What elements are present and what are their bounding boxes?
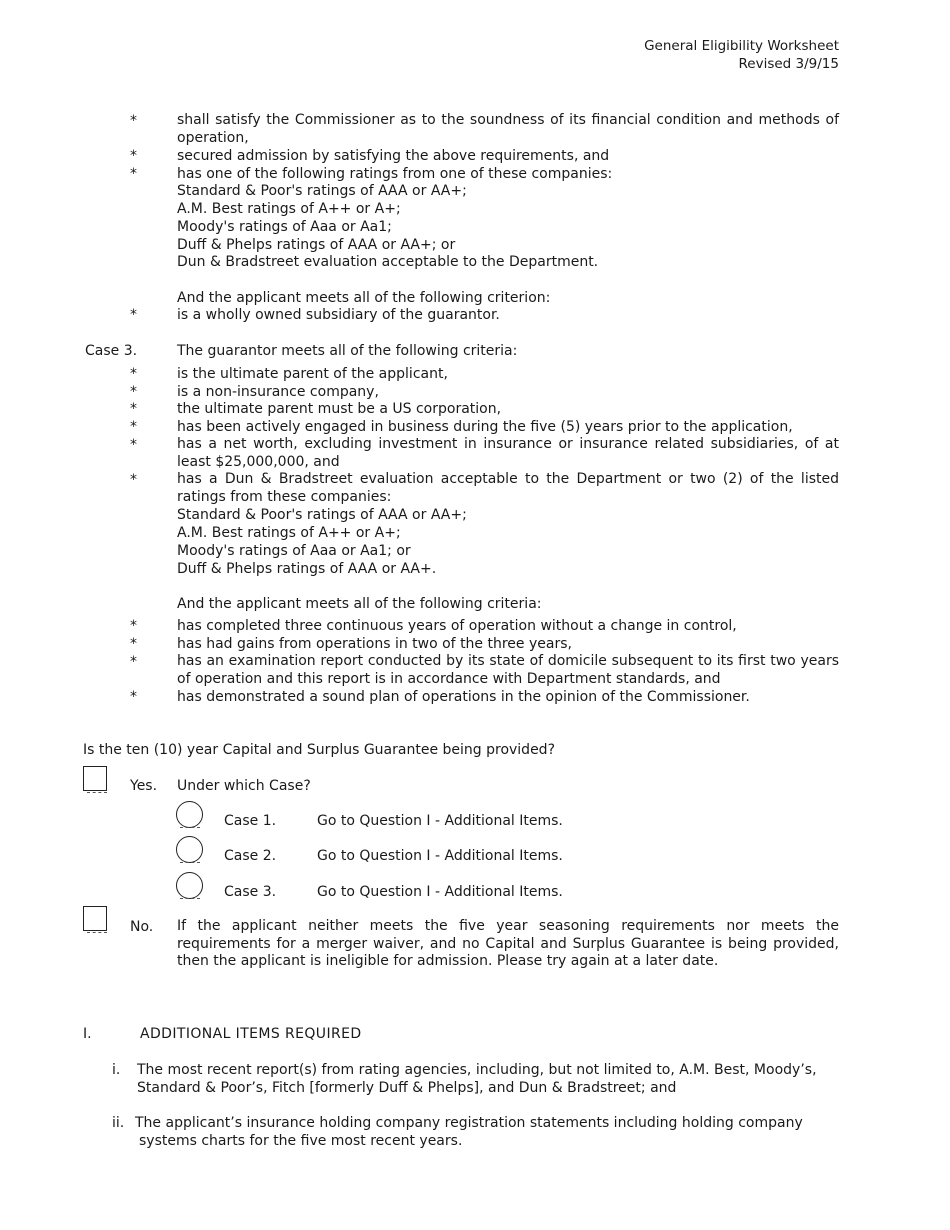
case-option-action: Go to Question I - Additional Items. [317,813,563,829]
case3-intro: The guarantor meets all of the following criteria: [177,343,518,359]
criterion-item: has completed three continuous years of operation without a change in control, [177,618,737,634]
criterion-item: has been actively engaged in business during the five (5) years prior to the application, [177,419,793,435]
criterion-item: has had gains from operations in two of the three years, [177,636,572,652]
bullet-icon: * [130,636,137,652]
bullet-icon: * [130,401,137,417]
rating-item: Moody's ratings of Aaa or Aa1; [177,219,392,235]
rating-item: A.M. Best ratings of A++ or A+; [177,201,401,217]
checkbox-underline [87,792,107,793]
case-option-label: Case 2. [224,848,277,864]
bullet-icon: * [130,148,137,164]
additional-item-line: Standard & Poor’s, Fitch [formerly Duff & Phelps], and Dun & Bradstreet; and [137,1080,677,1096]
yes-label: Yes. [130,778,158,794]
criterion-item: is a wholly owned subsidiary of the guarantor. [177,307,500,323]
case-option-label: Case 3. [224,884,277,900]
rating-item: Duff & Phelps ratings of AAA or AA+. [177,561,437,577]
rating-item: Moody's ratings of Aaa or Aa1; or [177,543,411,559]
yes-checkbox[interactable] [83,766,107,791]
item-number: ii. [112,1115,125,1131]
case1-radio[interactable] [176,801,203,828]
bullet-icon: * [130,113,137,129]
case3-label: Case 3. [85,343,138,359]
case-option-action: Go to Question I - Additional Items. [317,848,563,864]
radio-underline [180,898,200,899]
header-revised: Revised 3/9/15 [738,56,839,72]
section-number: I. [83,1026,92,1042]
criterion-item: the ultimate parent must be a US corporation, [177,401,502,417]
yes-prompt: Under which Case? [177,778,311,794]
criterion-item: has a net worth, excluding investment in insurance or insurance related subsidiaries, of at least $25,000,000, and [177,436,839,470]
bullet-icon: * [130,366,137,382]
no-checkbox[interactable] [83,906,107,931]
rating-item: Standard & Poor's ratings of AAA or AA+; [177,507,467,523]
checkbox-underline [87,932,107,933]
rating-item: Standard & Poor's ratings of AAA or AA+; [177,183,467,199]
section-title: ADDITIONAL ITEMS REQUIRED [140,1026,362,1042]
case2-radio[interactable] [176,836,203,863]
guarantee-question: Is the ten (10) year Capital and Surplus Guarantee being provided? [83,742,556,758]
criterion-item: has demonstrated a sound plan of operations in the opinion of the Commissioner. [177,689,750,705]
no-label: No. [130,919,154,935]
additional-item-line: The most recent report(s) from rating agencies, including, but not limited to, A.M. Best, Moody’s, [137,1062,817,1078]
criterion-item: has a Dun & Bradstreet evaluation acceptable to the Department or two (2) of the listed ratings from these companies: [177,471,839,505]
item-number: i. [112,1062,121,1078]
bullet-icon: * [130,654,137,670]
header-title: General Eligibility Worksheet [644,38,839,54]
applicant-intro: And the applicant meets all of the following criterion: [177,290,551,306]
additional-item-line: The applicant’s insurance holding company registration statements including holding company [135,1115,803,1131]
bullet-icon: * [130,437,137,453]
criterion-item: has an examination report conducted by its state of domicile subsequent to its first two years of operation and this report is in accordance with Department standards, and [177,653,839,687]
rating-item: Dun & Bradstreet evaluation acceptable to the Department. [177,254,599,270]
bullet-icon: * [130,419,137,435]
case3-radio[interactable] [176,872,203,899]
bullet-icon: * [130,384,137,400]
bullet-icon: * [130,307,137,323]
bullet-icon: * [130,166,137,182]
rating-item: Duff & Phelps ratings of AAA or AA+; or [177,237,456,253]
rating-item: A.M. Best ratings of A++ or A+; [177,525,401,541]
criterion-item: is the ultimate parent of the applicant, [177,366,448,382]
case-option-action: Go to Question I - Additional Items. [317,884,563,900]
bullet-icon: * [130,472,137,488]
criterion-item: secured admission by satisfying the above requirements, and [177,148,610,164]
no-explanation: If the applicant neither meets the five year seasoning requirements nor meets the requirements for a merger waiver, and no Capital and Surplus Guarantee is being provided, then the applicant is ineligible for admission. Please try again at a later date. [177,918,839,970]
criterion-item: has one of the following ratings from one of these companies: [177,166,613,182]
additional-item-line: systems charts for the five most recent years. [139,1133,463,1149]
bullet-icon: * [130,618,137,634]
bullet-icon: * [130,689,137,705]
criterion-item: shall satisfy the Commissioner as to the soundness of its financial condition and methods of operation, [177,112,839,146]
case-option-label: Case 1. [224,813,277,829]
radio-underline [180,827,200,828]
criterion-item: is a non-insurance company, [177,384,379,400]
applicant-intro: And the applicant meets all of the following criteria: [177,596,542,612]
radio-underline [180,862,200,863]
